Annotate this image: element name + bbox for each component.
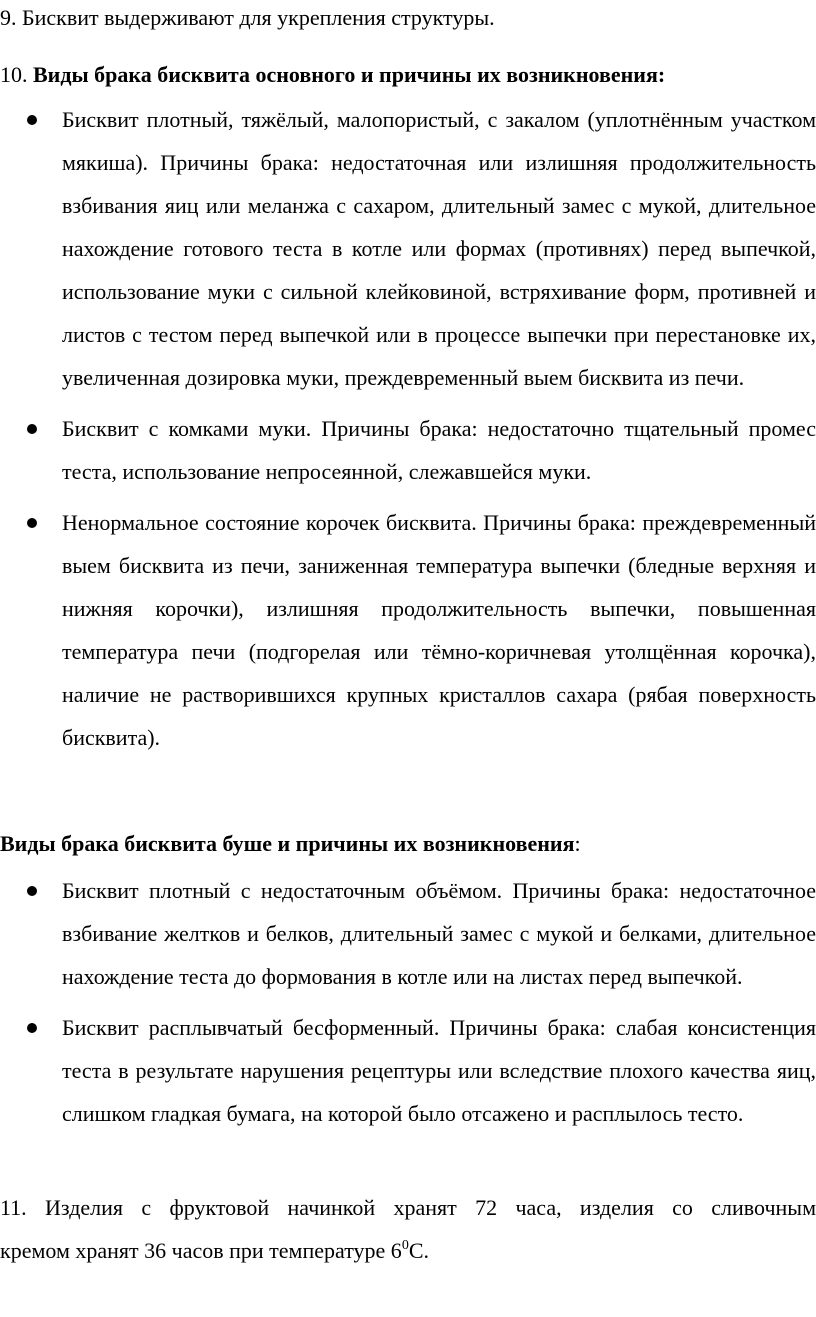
list-item-text: Ненормальное состояние корочек бисквита. Причины брака: преждевременный выем бисквита из печи, заниженная температура выпечки (бледные верхняя и нижняя корочки), излишняя продолжительность выпечки, повышенная температура печи (подгорелая или тёмно-коричневая утолщённая корочка), наличие не растворившихся крупных кристаллов сахара (рябая поверхность бисквита). [62,510,816,750]
bullet-icon [27,518,37,528]
list-item-text: Бисквит плотный, тяжёлый, малопористый, с закалом (уплотнённым участком мякиша). Причины брака: недостаточная или излишняя продолжительность взбивания яиц или меланжа с сахаром, длительный замес с мукой, длительное нахождение готового теста в котле или формах (противнях) перед выпечкой, использование муки с сильной клейковиной, встряхивание форм, противней и листов с тестом перед выпечкой или в процессе выпечки при перестановке их, увеличенная дозировка муки, преждевременный выем бисквита из печи. [62,107,816,390]
item-11-line-2 [0,1229,816,1272]
list-item [0,1006,816,1135]
item-11-number: 11. [0,1195,27,1220]
item-11-line-1-text: Изделия с фруктовой начинкой хранят 72 часа, изделия со сливочным [45,1195,816,1220]
item-9 [0,0,816,39]
item-9-number: 9. [0,5,17,30]
list-item-text: Бисквит плотный с недостаточным объёмом. Причины брака: недостаточное взбивание желтков и белков, длительный замес с мукой и белками, длительное нахождение теста до формования в котле или на листах перед выпечкой. [62,878,816,989]
list-item [0,869,816,998]
bullet-icon [27,424,37,434]
item-11-line-1 [0,1186,816,1229]
list-item-text: Бисквит расплывчатый бесформенный. Причины брака: слабая консистенция теста в результате нарушения рецептуры или вследствие плохого качества яиц, слишком гладкая бумага, на которой было отсажено и расплылось тесто. [62,1015,816,1126]
buche-heading-suffix: : [574,831,581,856]
item-10-number: 10. [0,62,28,87]
defects-list-buche [0,869,816,1135]
item-10-heading [0,53,816,96]
buche-defects-heading [0,822,816,865]
bullet-icon [27,115,37,125]
list-item [0,501,816,759]
item-11-superscript: 0 [401,1238,409,1253]
list-item [0,98,816,399]
item-11-line-2-before: кремом хранят 36 часов при температуре 6 [0,1238,402,1263]
buche-heading-text: Виды брака бисквита буше и причины их возникновения [0,831,575,856]
bullet-icon [27,1023,37,1033]
list-item [0,407,816,493]
defects-list-main [0,98,816,759]
item-11 [0,1186,816,1272]
list-item-text: Бисквит с комками муки. Причины брака: недостаточно тщательный промес теста, использование непросеянной, слежавшейся муки. [62,416,816,484]
item-11-line-2-after: С. [408,1238,429,1263]
item-9-text: Бисквит выдерживают для укрепления структуры. [22,5,495,30]
bullet-icon [27,886,37,896]
item-10-heading-text: Виды брака бисквита основного и причины их возникновения: [33,62,666,87]
